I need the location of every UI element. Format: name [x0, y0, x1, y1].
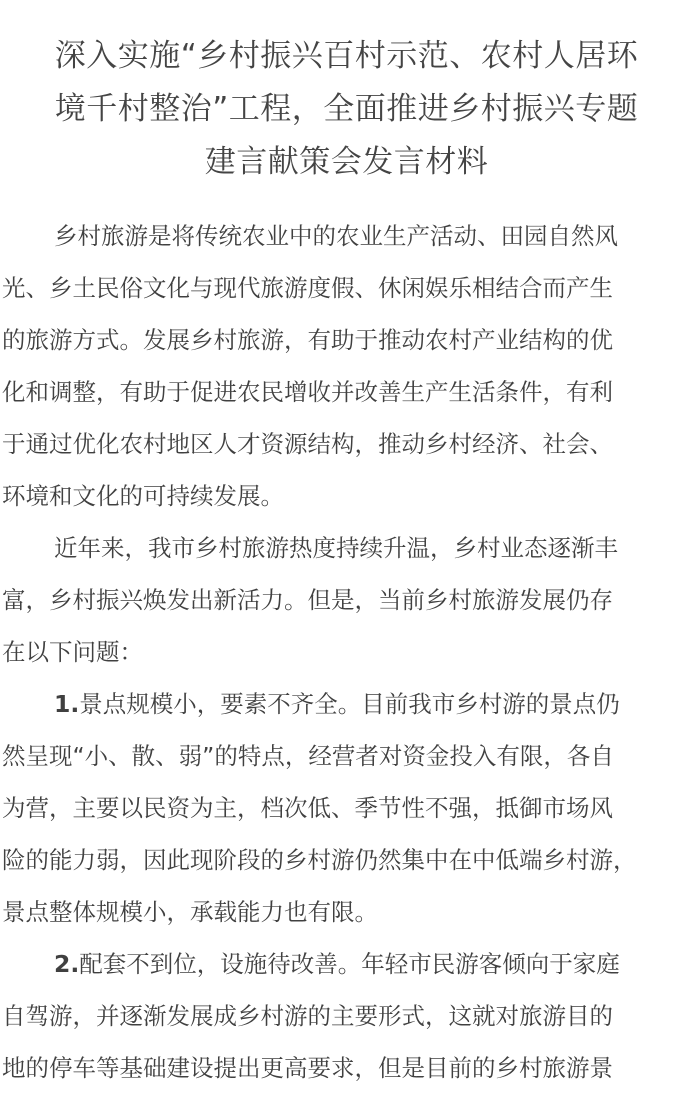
document-body	[2, 210, 692, 1094]
title-line-1: 深入实施“乡村振兴百村示范、农村人居环	[54, 38, 639, 74]
paragraph-2-line: 富，乡村振兴焕发出新活力。但是，当前乡村旅游发展仍存	[2, 586, 613, 614]
paragraph-3-line: 为营，主要以民资为主，档次低、季节性不强，抵御市场风	[2, 794, 613, 822]
document-title	[8, 30, 685, 189]
paragraph-1-line: 于通过优化农村地区人才资源结构，推动乡村经济、社会、	[2, 430, 613, 458]
paragraph-3-line: 险的能力弱，因此现阶段的乡村游仍然集中在中低端乡村游，	[2, 846, 637, 874]
paragraph-2-line: 近年来，我市乡村旅游热度持续升温，乡村业态逐渐丰	[54, 534, 618, 562]
paragraph-3-line: 然呈现“小、散、弱”的特点，经营者对资金投入有限，各自	[2, 742, 614, 770]
paragraph-2-line: 在以下问题：	[2, 638, 143, 666]
paragraph-1-line: 乡村旅游是将传统农业中的农业生产活动、田园自然风	[54, 222, 618, 250]
title-line-3: 建言献策会发言材料	[204, 144, 489, 180]
paragraph-3-line: 景点规模小，要素不齐全。目前我市乡村游的景点仍	[79, 690, 620, 718]
paragraph-4-line: 自驾游，并逐渐发展成乡村游的主要形式，这就对旅游目的	[2, 1002, 613, 1030]
paragraph-4-line: 配套不到位，设施待改善。年轻市民游客倾向于家庭	[79, 950, 620, 978]
item-number-2: 2.	[54, 950, 80, 978]
paragraph-3-first-line	[2, 678, 692, 730]
item-number-1: 1.	[54, 690, 80, 718]
paragraph-1-line: 光、乡土民俗文化与现代旅游度假、休闲娱乐相结合而产生	[2, 274, 613, 302]
paragraph-3-line: 景点整体规模小，承载能力也有限。	[2, 898, 378, 926]
title-line-2: 境千村整治”工程，全面推进乡村振兴专题	[54, 91, 639, 127]
paragraph-4-first-line	[2, 938, 692, 990]
paragraph-4-line: 地的停车等基础建设提出更高要求，但是目前的乡村旅游景	[2, 1054, 613, 1082]
paragraph-1-line: 的旅游方式。发展乡村旅游，有助于推动农村产业结构的优	[2, 326, 613, 354]
paragraph-1-line: 环境和文化的可持续发展。	[2, 482, 284, 510]
paragraph-1-line: 化和调整，有助于促进农民增收并改善生产生活条件，有利	[2, 378, 613, 406]
